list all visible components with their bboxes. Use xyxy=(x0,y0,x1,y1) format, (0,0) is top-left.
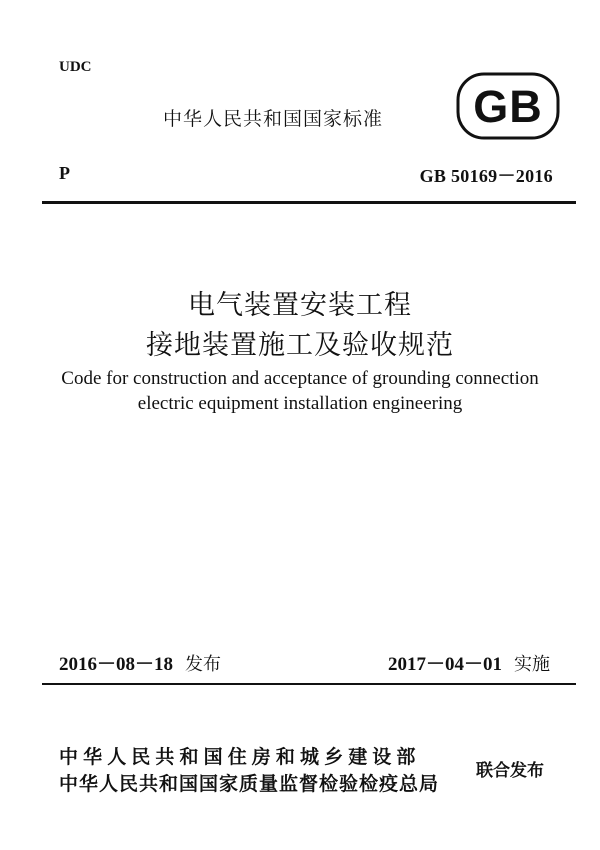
gb-logo xyxy=(456,72,560,140)
issue-label: 发布 xyxy=(185,654,222,675)
title-en-line1: Code for construction and acceptance of grounding connection xyxy=(61,368,539,389)
issuer-type: 中华人民共和国国家标准 xyxy=(163,108,384,130)
top-divider xyxy=(42,201,576,204)
issuing-org-1: 中华人民共和国住房和城乡建设部 xyxy=(59,746,421,768)
title-cn-line1: 电气装置安装工程 xyxy=(188,290,412,321)
bottom-divider xyxy=(42,683,576,685)
implement-date: 2017－04－01 xyxy=(387,654,502,675)
gb-logo-text: GB xyxy=(473,81,543,132)
issuing-org-2: 中华人民共和国国家质量监督检验检疫总局 xyxy=(59,773,440,795)
implement-date-block xyxy=(388,649,550,676)
title-en-line2: electric equipment installation engineering xyxy=(137,393,463,414)
issue-date: 2016－08－18 xyxy=(59,654,174,675)
category-code: P xyxy=(59,163,70,183)
issue-date-block xyxy=(59,649,221,676)
joint-issue-label: 联合发布 xyxy=(476,761,544,781)
udc-label: UDC xyxy=(59,59,92,75)
implement-label: 实施 xyxy=(514,654,550,675)
title-cn-line2: 接地装置施工及验收规范 xyxy=(146,330,454,361)
standard-number: GB 50169－2016 xyxy=(419,166,553,186)
